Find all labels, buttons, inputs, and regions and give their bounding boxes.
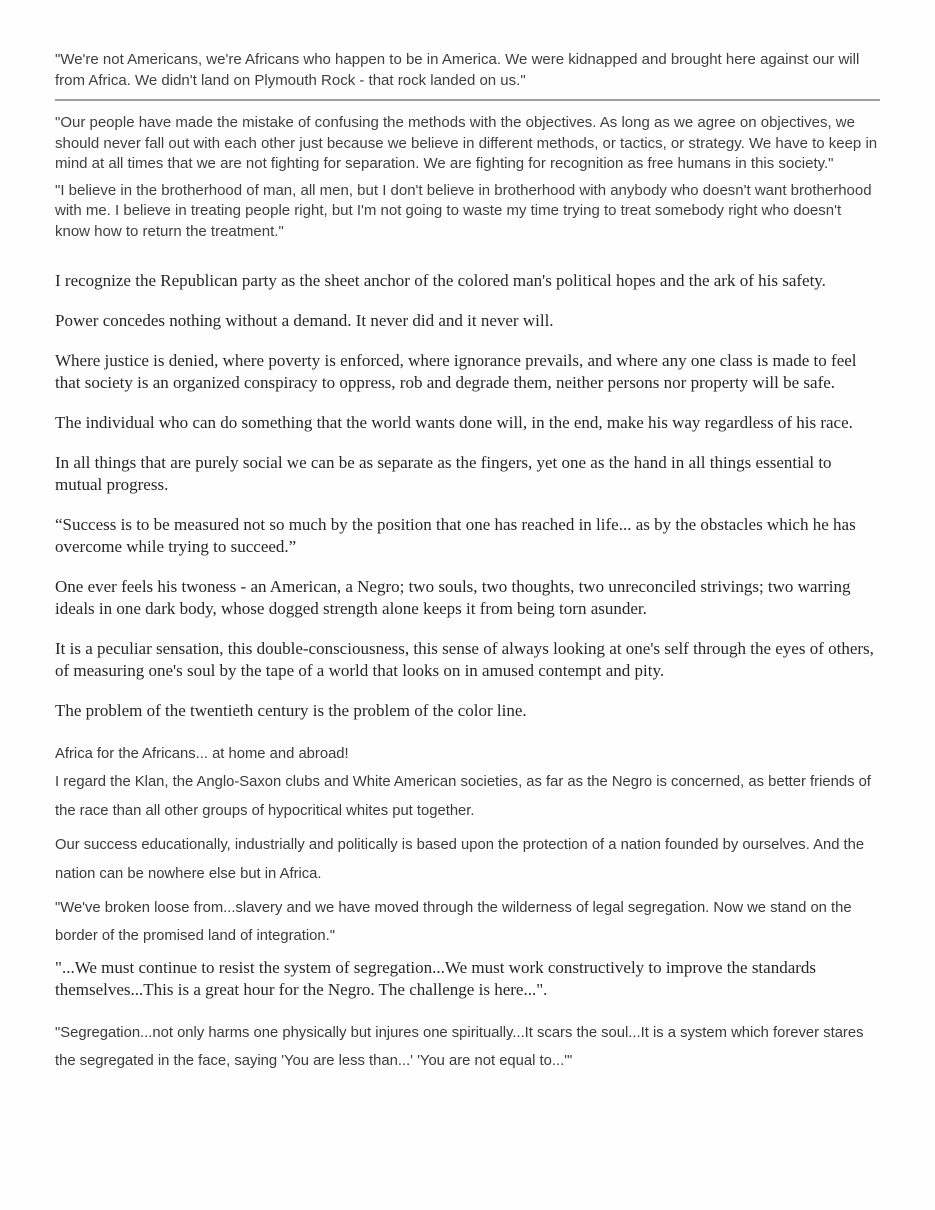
- quote-paragraph: "We've broken loose from...slavery and we have moved through the wilderness of legal segregation. Now we stand on the border of the promised land of integration.": [55, 900, 852, 945]
- quote-paragraph: "Our people have made the mistake of confusing the methods with the objectives. As long as we agree on objectives, we should never fall out with each other just because we believe in different methods, or tactics, or strategy. We have to keep in mind at all times that we are not fighting for separation. We are fighting for recognition as free humans in this society.": [55, 114, 878, 172]
- quote-paragraph: One ever feels his twoness - an American, a Negro; two souls, two thoughts, two unreconciled strivings; two warring ideals in one dark body, whose dogged strength alone keeps it from being torn asunder.: [55, 577, 851, 618]
- quote-paragraph: [55, 740, 880, 825]
- quote-line: Africa for the Africans... at home and abroad!: [55, 746, 349, 762]
- quote-paragraph: Where justice is denied, where poverty is enforced, where ignorance prevails, and where any one class is made to feel that society is an organized conspiracy to oppress, rob and degrade them, neither persons nor property will be safe.: [55, 351, 857, 392]
- quote-paragraph: "...We must continue to resist the system of segregation...We must work constructively to improve the standards themselves...This is a great hour for the Negro. The challenge is here...".: [55, 957, 817, 999]
- quote-paragraph: "We're not Americans, we're Africans who happen to be in America. We were kidnapped and brought here against our will from Africa. We didn't land on Plymouth Rock - that rock landed on us.": [55, 51, 860, 89]
- quote-paragraph: "I believe in the brotherhood of man, all men, but I don't believe in brotherhood with anybody who doesn't want brotherhood with me. I believe in treating people right, but I'm not going to waste my time trying to treat somebody right who doesn't know how to return the treatment.": [55, 181, 872, 240]
- quote-line: I regard the Klan, the Anglo-Saxon clubs and White American societies, as far as the Negro is concerned, as better friends of the race than all other groups of hypocritical whites put together.: [55, 774, 871, 819]
- quote-paragraph: The individual who can do something that the world wants done will, in the end, make his way regardless of his race.: [55, 413, 853, 432]
- quote-paragraph: Our success educationally, industrially and politically is based upon the protection of a nation founded by ourselves. And the nation can be nowhere else but in Africa.: [55, 837, 865, 882]
- quote-paragraph: Power concedes nothing without a demand. It never did and it never will.: [55, 311, 554, 330]
- quote-paragraph: The problem of the twentieth century is the problem of the color line.: [55, 701, 527, 720]
- quote-paragraph: In all things that are purely social we can be as separate as the fingers, yet one as the hand in all things essential to mutual progress.: [55, 453, 832, 494]
- section-divider: [55, 99, 880, 101]
- quote-paragraph: “Success is to be measured not so much by the position that one has reached in life... as by the obstacles which he has overcome while trying to succeed.”: [55, 515, 856, 556]
- quote-paragraph: I recognize the Republican party as the sheet anchor of the colored man's political hopes and the ark of his safety.: [55, 271, 826, 290]
- quote-paragraph: "Segregation...not only harms one physically but injures one spiritually...It scars the soul...It is a system which forever stares the segregated in the face, saying 'You are less than...' 'You are not equal to...'": [55, 1024, 864, 1070]
- quote-paragraph: It is a peculiar sensation, this double-consciousness, this sense of always looking at one's self through the eyes of others, of measuring one's soul by the tape of a world that looks on in amused contempt and pity.: [55, 639, 874, 680]
